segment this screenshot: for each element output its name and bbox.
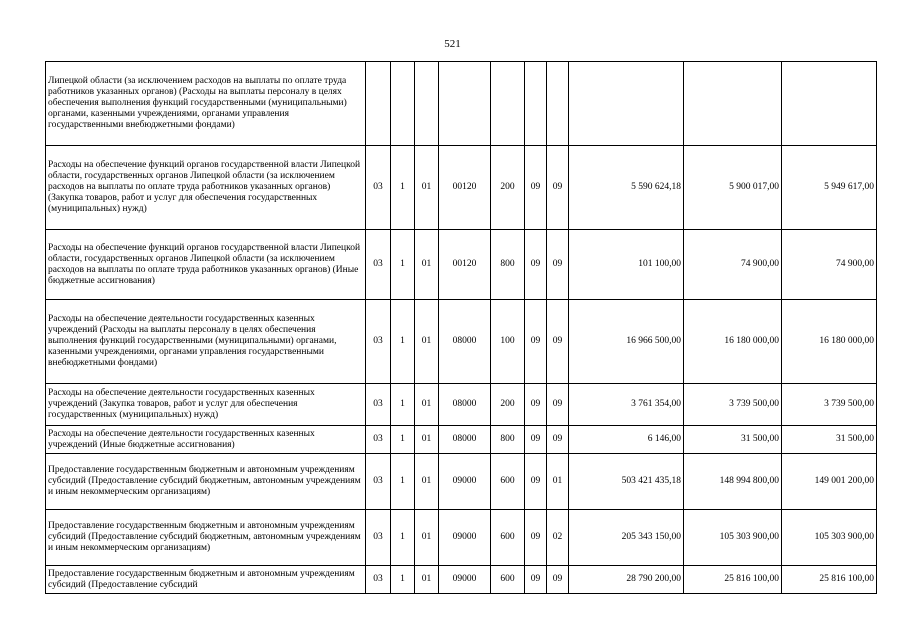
row-description: Предоставление государственным бюджетным и автономным учреждениям субсидий (Предоставление субсидий бюджетным, автономным учреждениям и иным некоммерческим организациям)	[46, 510, 366, 566]
code-cell: 01	[415, 300, 439, 384]
amount-cell: 31 500,00	[684, 426, 782, 454]
code-cell: 800	[491, 426, 525, 454]
amount-cell	[684, 62, 782, 146]
code-cell: 1	[391, 454, 415, 510]
row-description: Расходы на обеспечение деятельности государственных казенных учреждений (Расходы на выплаты персоналу в целях обеспечения выполнения функций государственными (муниципальными) органами, казенными учреждениями, органами управления государственными внебюджетными фондами)	[46, 300, 366, 384]
amount-cell: 105 303 900,00	[684, 510, 782, 566]
code-cell	[439, 62, 491, 146]
table-row	[46, 62, 877, 146]
table-row	[46, 384, 877, 426]
code-cell: 01	[547, 454, 569, 510]
amount-cell: 105 303 900,00	[782, 510, 877, 566]
code-cell: 09	[547, 384, 569, 426]
code-cell: 01	[415, 510, 439, 566]
code-cell: 600	[491, 510, 525, 566]
code-cell: 03	[366, 454, 391, 510]
code-cell: 01	[415, 454, 439, 510]
code-cell: 00120	[439, 230, 491, 300]
code-cell: 09	[525, 566, 547, 594]
code-cell: 09	[525, 454, 547, 510]
code-cell: 600	[491, 454, 525, 510]
amount-cell: 149 001 200,00	[782, 454, 877, 510]
amount-cell: 6 146,00	[569, 426, 684, 454]
table-row	[46, 426, 877, 454]
code-cell: 200	[491, 384, 525, 426]
amount-cell: 28 790 200,00	[569, 566, 684, 594]
code-cell: 1	[391, 300, 415, 384]
amount-cell: 16 180 000,00	[782, 300, 877, 384]
code-cell: 03	[366, 566, 391, 594]
code-cell: 01	[415, 384, 439, 426]
code-cell: 08000	[439, 384, 491, 426]
amount-cell: 31 500,00	[782, 426, 877, 454]
row-description: Расходы на обеспечение деятельности государственных казенных учреждений (Иные бюджетные ассигнования)	[46, 426, 366, 454]
row-description: Липецкой области (за исключением расходов на выплаты по оплате труда работников указанных органов) (Расходы на выплаты персоналу в целях обеспечения выполнения функций государственными (муниципальными) органами, казенными учреждениями, органами управления государственными внебюджетными фондами)	[46, 62, 366, 146]
code-cell: 09	[525, 426, 547, 454]
code-cell: 03	[366, 230, 391, 300]
amount-cell: 148 994 800,00	[684, 454, 782, 510]
amount-cell: 5 949 617,00	[782, 146, 877, 230]
row-description: Расходы на обеспечение деятельности государственных казенных учреждений (Закупка товаров, работ и услуг для обеспечения государственных (муниципальных) нужд)	[46, 384, 366, 426]
code-cell: 03	[366, 510, 391, 566]
code-cell: 800	[491, 230, 525, 300]
amount-cell: 16 180 000,00	[684, 300, 782, 384]
code-cell: 01	[415, 566, 439, 594]
code-cell: 09	[547, 300, 569, 384]
amount-cell: 101 100,00	[569, 230, 684, 300]
code-cell: 01	[415, 230, 439, 300]
amount-cell: 3 761 354,00	[569, 384, 684, 426]
code-cell: 02	[547, 510, 569, 566]
amount-cell	[569, 62, 684, 146]
code-cell: 1	[391, 230, 415, 300]
code-cell: 00120	[439, 146, 491, 230]
code-cell	[491, 62, 525, 146]
code-cell: 09	[547, 230, 569, 300]
amount-cell: 25 816 100,00	[782, 566, 877, 594]
code-cell: 09	[547, 566, 569, 594]
code-cell: 09000	[439, 510, 491, 566]
amount-cell: 74 900,00	[782, 230, 877, 300]
code-cell: 08000	[439, 426, 491, 454]
code-cell: 09	[547, 426, 569, 454]
code-cell: 09	[547, 146, 569, 230]
code-cell	[525, 62, 547, 146]
row-description: Предоставление государственным бюджетным и автономным учреждениям субсидий (Предоставление субсидий	[46, 566, 366, 594]
amount-cell: 25 816 100,00	[684, 566, 782, 594]
code-cell: 1	[391, 384, 415, 426]
row-description: Предоставление государственным бюджетным и автономным учреждениям субсидий (Предоставление субсидий бюджетным, автономным учреждениям и иным некоммерческим организациям)	[46, 454, 366, 510]
code-cell: 100	[491, 300, 525, 384]
code-cell: 600	[491, 566, 525, 594]
table-row	[46, 230, 877, 300]
code-cell: 1	[391, 510, 415, 566]
code-cell	[415, 62, 439, 146]
code-cell: 09	[525, 230, 547, 300]
amount-cell: 3 739 500,00	[684, 384, 782, 426]
amount-cell: 74 900,00	[684, 230, 782, 300]
table-row	[46, 510, 877, 566]
amount-cell: 16 966 500,00	[569, 300, 684, 384]
table-row	[46, 300, 877, 384]
amount-cell: 3 739 500,00	[782, 384, 877, 426]
code-cell	[547, 62, 569, 146]
code-cell	[366, 62, 391, 146]
code-cell: 1	[391, 146, 415, 230]
code-cell: 1	[391, 426, 415, 454]
code-cell: 09	[525, 510, 547, 566]
code-cell: 03	[366, 384, 391, 426]
table-row	[46, 566, 877, 594]
amount-cell	[782, 62, 877, 146]
code-cell: 1	[391, 566, 415, 594]
table-row	[46, 454, 877, 510]
code-cell: 03	[366, 426, 391, 454]
table-row	[46, 146, 877, 230]
page-number: 521	[444, 38, 461, 50]
budget-table	[45, 61, 877, 594]
code-cell: 03	[366, 146, 391, 230]
code-cell: 09	[525, 146, 547, 230]
amount-cell: 5 590 624,18	[569, 146, 684, 230]
code-cell: 09	[525, 384, 547, 426]
row-description: Расходы на обеспечение функций органов государственной власти Липецкой области, государственных органов Липецкой области (за исключением расходов на выплаты по оплате труда работников указанных органов) (Иные бюджетные ассигнования)	[46, 230, 366, 300]
code-cell: 01	[415, 146, 439, 230]
amount-cell: 205 343 150,00	[569, 510, 684, 566]
row-description: Расходы на обеспечение функций органов государственной власти Липецкой области, государственных органов Липецкой области (за исключением расходов на выплаты по оплате труда работников указанных органов) (Закупка товаров, работ и услуг для обеспечения государственных (муниципальных) нужд)	[46, 146, 366, 230]
code-cell: 03	[366, 300, 391, 384]
code-cell: 09000	[439, 454, 491, 510]
code-cell	[391, 62, 415, 146]
code-cell: 01	[415, 426, 439, 454]
code-cell: 09	[525, 300, 547, 384]
amount-cell: 503 421 435,18	[569, 454, 684, 510]
code-cell: 08000	[439, 300, 491, 384]
amount-cell: 5 900 017,00	[684, 146, 782, 230]
code-cell: 200	[491, 146, 525, 230]
code-cell: 09000	[439, 566, 491, 594]
